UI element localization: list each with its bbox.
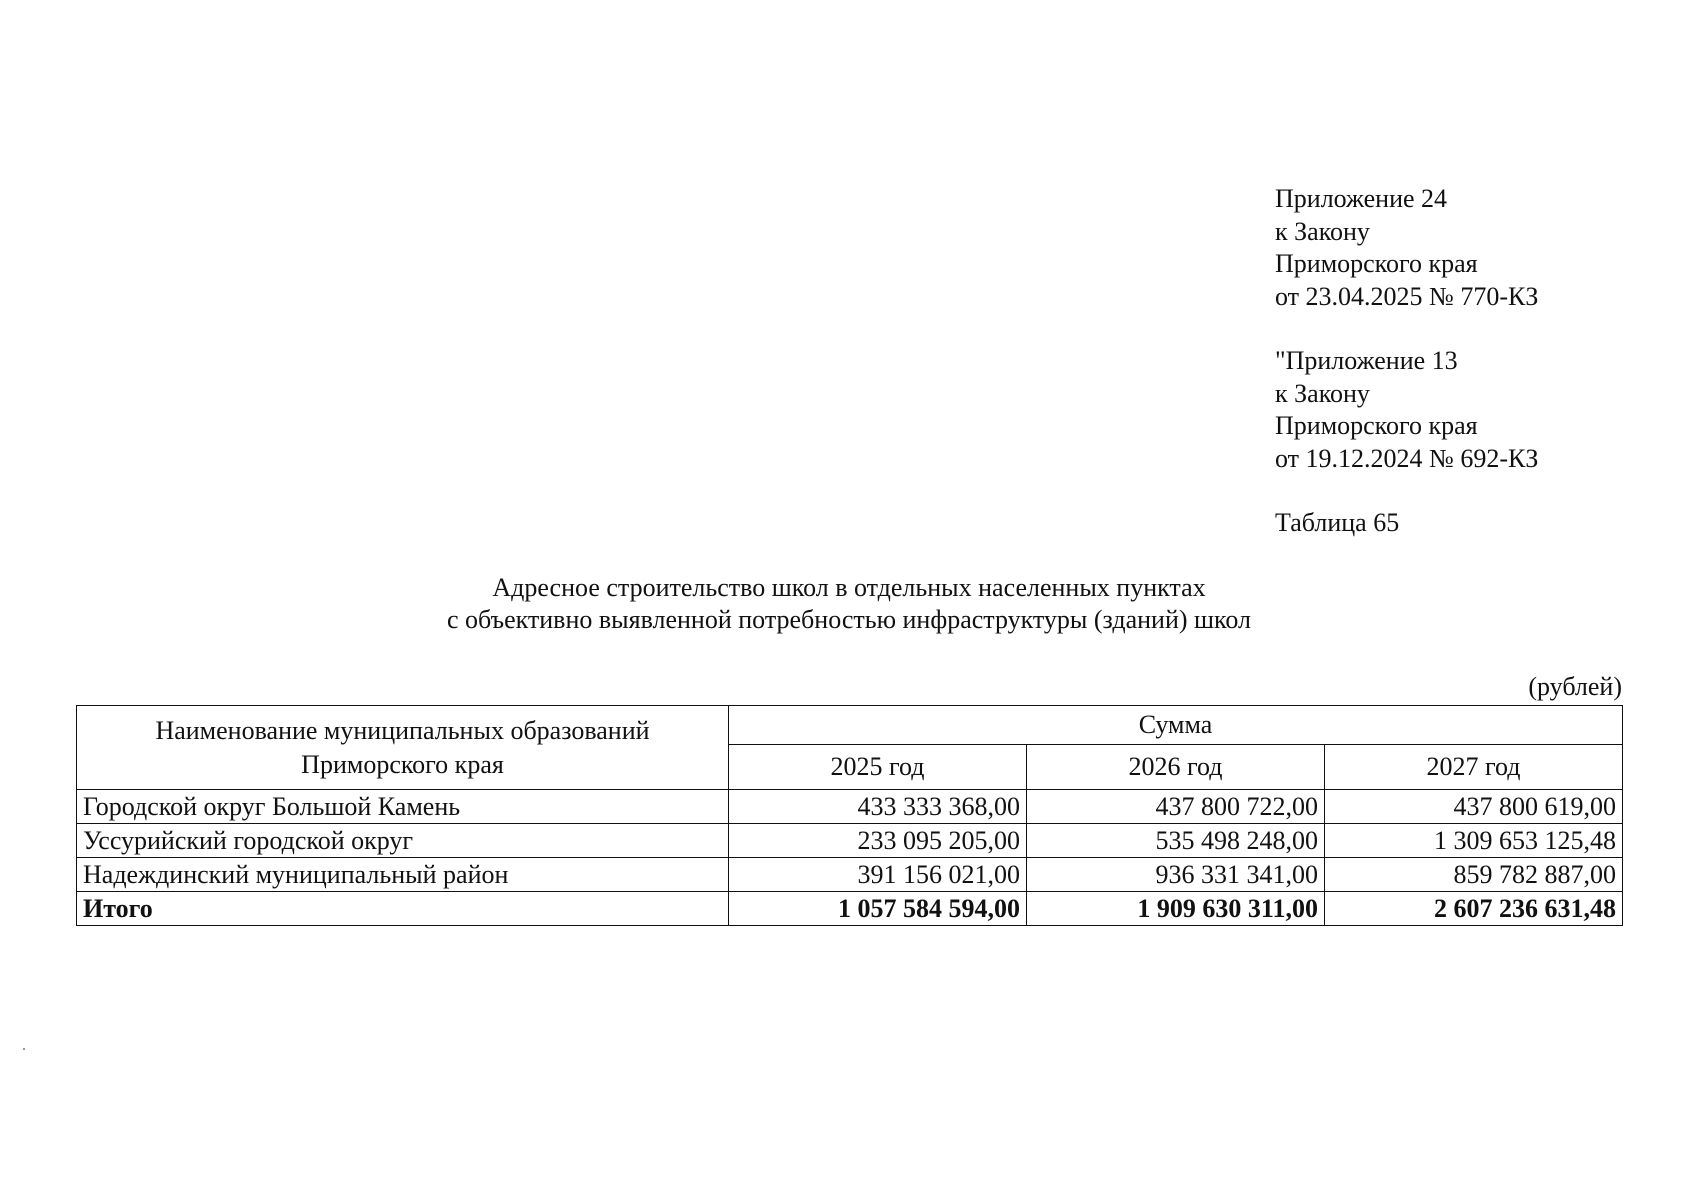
header-municipality: Наименование муниципальных образований Приморского края [77,706,729,790]
amount-2025: 433 333 368,00 [729,790,1027,824]
total-2026: 1 909 630 311,00 [1027,892,1325,926]
annex-line: Приморского края [1275,411,1478,440]
scan-speck [23,1048,25,1050]
spacer [1275,475,1538,507]
title-line-1: Адресное строительство школ в отдельных населенных пунктах [492,573,1206,602]
table-label: Таблица 65 [1275,508,1400,537]
header-year-2025: 2025 год [729,745,1027,790]
units-label: (рублей) [1528,672,1622,701]
annex-line: "Приложение 13 [1275,346,1458,375]
spacer [1275,313,1538,345]
municipality-name: Надеждинский муниципальный район [77,858,729,892]
header-year-2026: 2026 год [1027,745,1325,790]
header-year-2027: 2027 год [1325,745,1623,790]
annex-line: от 23.04.2025 № 770-КЗ [1275,281,1539,311]
amount-2025: 391 156 021,00 [729,858,1027,892]
annex-line: Приморского края [1275,249,1478,278]
amount-2025: 233 095 205,00 [729,824,1027,858]
table-row [77,858,1623,892]
document-title [0,572,1698,636]
title-line-2: с объективно выявленной потребностью инфраструктуры (зданий) школ [447,605,1251,634]
annex-line: Приложение 24 [1275,184,1448,213]
amount-2026: 535 498 248,00 [1027,824,1325,858]
municipality-name: Городской округ Большой Камень [77,790,729,824]
header-sum: Сумма [729,706,1623,745]
amount-2026: 936 331 341,00 [1027,858,1325,892]
table-row [77,824,1623,858]
amount-2027: 1 309 653 125,48 [1325,824,1623,858]
table-row [77,790,1623,824]
amount-2026: 437 800 722,00 [1027,790,1325,824]
total-2025: 1 057 584 594,00 [729,892,1027,926]
table-total-row [77,892,1623,926]
annex-line: к Закону [1275,378,1370,408]
total-2027: 2 607 236 631,48 [1325,892,1623,926]
budget-table [76,705,1623,926]
amount-2027: 437 800 619,00 [1325,790,1623,824]
municipality-name: Уссурийский городской округ [77,824,729,858]
annex-header [1275,183,1538,540]
annex-line: к Закону [1275,216,1370,246]
amount-2027: 859 782 887,00 [1325,858,1623,892]
total-label: Итого [77,892,729,926]
annex-line: от 19.12.2024 № 692-КЗ [1275,443,1539,473]
